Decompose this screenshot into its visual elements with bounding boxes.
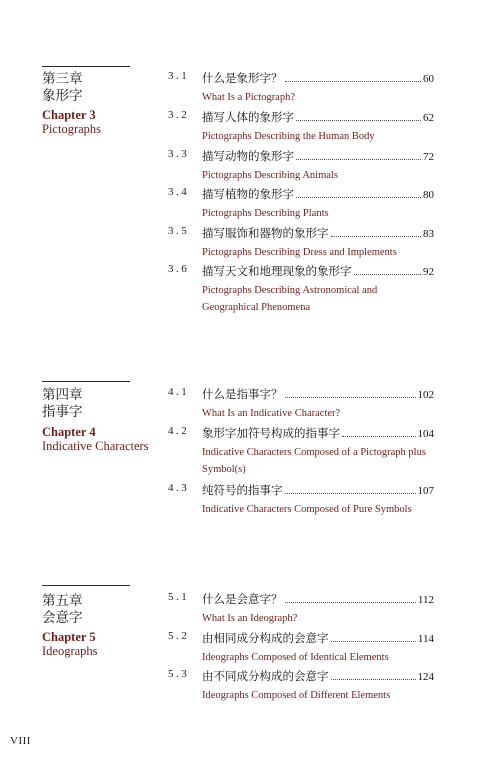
chapter-cn-title-line2: 象形字 xyxy=(42,88,83,103)
section-number: 4.1 xyxy=(168,386,190,398)
section-number: 3.6 xyxy=(168,263,190,275)
section-en-title: Indicative Characters Composed of Pure Symbols xyxy=(202,504,412,515)
chapter-rule xyxy=(42,585,130,586)
dot-leader xyxy=(285,592,416,603)
dot-leader xyxy=(331,631,416,642)
section-en-title: What Is an Indicative Character? xyxy=(202,408,341,419)
section-number: 3.1 xyxy=(168,70,190,82)
section-cn-title: 纯符号的指事字 xyxy=(202,485,283,497)
chapter-cn-title-line2: 指事字 xyxy=(42,404,83,419)
page-number: 114 xyxy=(417,633,434,645)
section-en-title: Pictographs Describing Astronomical and Geographical Phenomena xyxy=(202,285,378,313)
page-folio: VIII xyxy=(10,735,31,747)
dot-leader xyxy=(285,71,422,82)
page-number: 83 xyxy=(423,228,434,240)
chapter-rule xyxy=(42,66,130,67)
chapter-en-number: Chapter 4 xyxy=(42,425,96,439)
dot-leader xyxy=(296,110,421,121)
page-number: 104 xyxy=(417,428,434,440)
section-en-title: Ideographs Composed of Identical Elements xyxy=(202,652,389,663)
section-en-title: What Is an Ideograph? xyxy=(202,613,298,624)
section-number: 3.5 xyxy=(168,225,190,237)
section-en-title: Ideographs Composed of Different Elements xyxy=(202,690,391,701)
section-number: 4.2 xyxy=(168,425,190,437)
section-cn-title: 象形字加符号构成的指事字 xyxy=(202,428,340,440)
chapter-en-title: Ideographs xyxy=(42,644,98,658)
chapter-en-number: Chapter 3 xyxy=(42,108,96,122)
dot-leader xyxy=(331,669,416,680)
section-number: 3.2 xyxy=(168,109,190,121)
section-cn-title: 描写人体的象形字 xyxy=(202,112,294,124)
page-number: 102 xyxy=(417,389,434,401)
section-cn-title: 什么是象形字？ xyxy=(202,73,283,85)
section-number: 5.2 xyxy=(168,630,190,642)
section-cn-title: 描写天文和地理现象的象形字 xyxy=(202,266,352,278)
section-cn-title: 描写动物的象形字 xyxy=(202,151,294,163)
chapter-en-title: Pictographs xyxy=(42,122,102,136)
section-en-title: Pictographs Describing Plants xyxy=(202,208,329,219)
dot-leader xyxy=(296,149,421,160)
page-number: 124 xyxy=(417,671,434,683)
section-cn-title: 什么是会意字？ xyxy=(202,594,283,606)
section-en-title: Pictographs Describing the Human Body xyxy=(202,131,375,142)
section-number: 3.3 xyxy=(168,148,190,160)
chapter-en-title: Indicative Characters xyxy=(42,439,149,453)
page-number: 60 xyxy=(423,73,434,85)
section-en-title: Pictographs Describing Animals xyxy=(202,170,338,181)
page-number: 107 xyxy=(417,485,434,497)
dot-leader xyxy=(354,264,422,275)
section-number: 4.3 xyxy=(168,482,190,494)
page-number: 112 xyxy=(417,594,434,606)
section-cn-title: 描写服饰和器物的象形字 xyxy=(202,228,329,240)
section-en-title: What Is a Pictograph? xyxy=(202,92,296,103)
chapter-cn-title-line2: 会意字 xyxy=(42,610,83,625)
page-number: 62 xyxy=(423,112,434,124)
section-en-title: Indicative Characters Composed of a Pictograph plus Symbol(s) xyxy=(202,447,426,475)
dot-leader xyxy=(285,387,416,398)
section-en-title: Pictographs Describing Dress and Implements xyxy=(202,247,397,258)
page-number: 92 xyxy=(423,266,434,278)
chapter-rule xyxy=(42,381,130,382)
chapter-en-number: Chapter 5 xyxy=(42,630,96,644)
section-cn-title: 描写植物的象形字 xyxy=(202,189,294,201)
section-cn-title: 由不同成分构成的会意字 xyxy=(202,671,329,683)
section-cn-title: 由相同成分构成的会意字 xyxy=(202,633,329,645)
chapter-cn-title-line1: 第五章 xyxy=(42,593,83,608)
section-number: 5.3 xyxy=(168,668,190,680)
section-cn-title: 什么是指事字？ xyxy=(202,389,283,401)
section-number: 5.1 xyxy=(168,591,190,603)
page-number: 80 xyxy=(423,189,434,201)
chapter-cn-title-line1: 第三章 xyxy=(42,71,83,86)
chapter-cn-title-line1: 第四章 xyxy=(42,387,83,402)
dot-leader xyxy=(342,426,416,437)
dot-leader xyxy=(296,187,421,198)
dot-leader xyxy=(331,226,422,237)
page-number: 72 xyxy=(423,151,434,163)
section-number: 3.4 xyxy=(168,186,190,198)
dot-leader xyxy=(285,483,416,494)
